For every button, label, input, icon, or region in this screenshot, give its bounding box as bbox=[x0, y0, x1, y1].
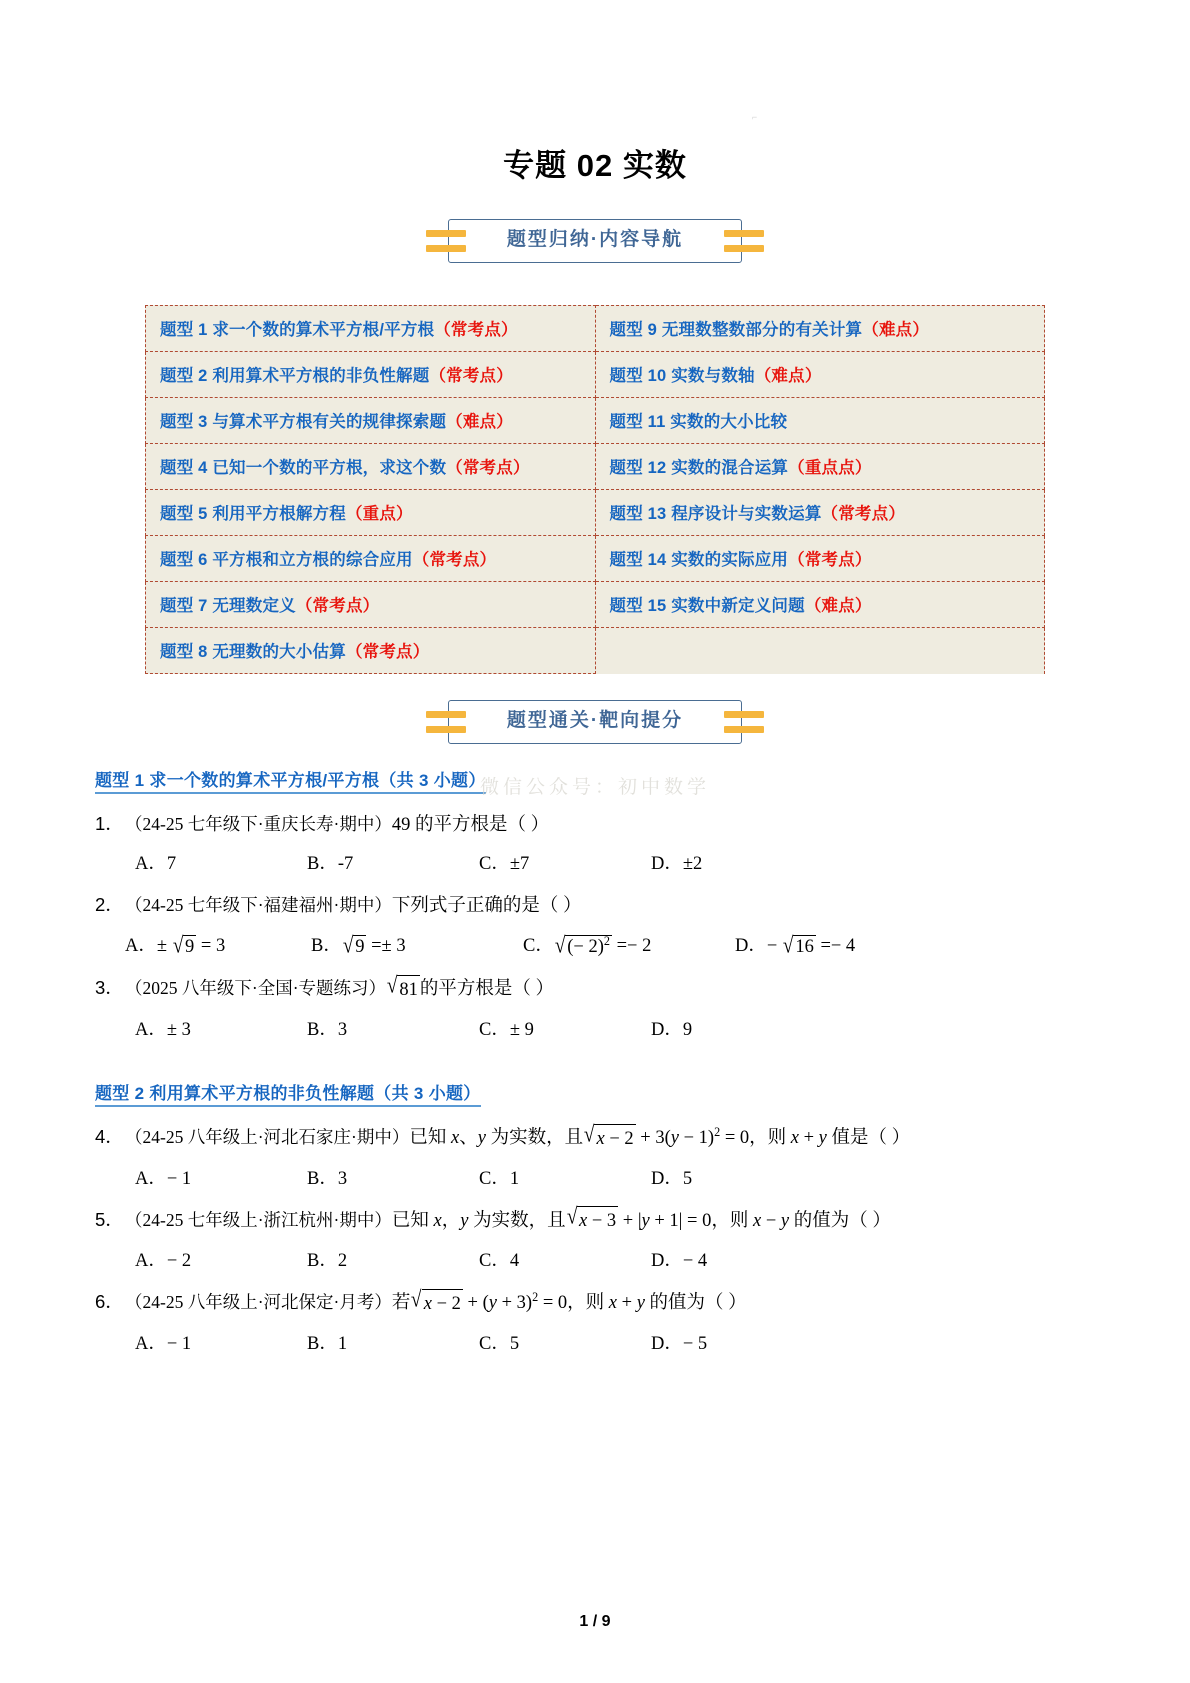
section-heading-2: 题型 2 利用算术平方根的非负性解题（共 3 小题） bbox=[95, 1079, 481, 1107]
question-number: 4． bbox=[95, 1125, 124, 1147]
toc-cell-right[interactable] bbox=[595, 489, 1045, 535]
question-3: 3．（2025 八年级下·全国·专题练习） √ 81 的平方根是（ ） bbox=[95, 974, 1095, 1005]
toc-cell-right[interactable] bbox=[595, 397, 1045, 443]
toc-item-title: 题型 4 已知一个数的平方根，求这个数 bbox=[160, 459, 447, 478]
math-sqrt-x-minus-3: √ x − 3 bbox=[566, 1206, 619, 1236]
toc-item-tag: （重点点） bbox=[788, 459, 872, 478]
toc-cell-right[interactable] bbox=[595, 581, 1045, 627]
option-c[interactable]: C． √ (− 2)$^2$ =− 2 bbox=[523, 932, 652, 958]
bar-decoration-left-icon bbox=[426, 230, 466, 252]
toc-item-tag: （难点） bbox=[862, 321, 930, 340]
option-d[interactable]: D．±2 bbox=[651, 854, 703, 875]
toc-cell-right-empty bbox=[595, 627, 1045, 673]
toc-item-tag: （常考点） bbox=[446, 459, 530, 478]
toc-item-title: 题型 11 实数的大小比较 bbox=[609, 413, 788, 432]
page-footer: 1 / 9 bbox=[579, 1613, 611, 1630]
option-a[interactable]: A．− 2 bbox=[135, 1251, 192, 1272]
options-1 bbox=[135, 849, 1095, 875]
toc-item-tag: （常考点） bbox=[788, 551, 872, 570]
math-sqrt-x-minus-2: √ x − 2 bbox=[583, 1124, 636, 1154]
toc-item-title: 题型 8 无理数的大小估算 bbox=[160, 643, 346, 662]
toc-cell-left[interactable] bbox=[146, 305, 596, 351]
toc-item-title: 题型 1 求一个数的算术平方根/平方根 bbox=[160, 321, 435, 340]
table-row bbox=[146, 489, 1045, 535]
toc-cell-right[interactable] bbox=[595, 305, 1045, 351]
banner-practice bbox=[0, 700, 1190, 744]
toc-item-title: 题型 7 无理数定义 bbox=[160, 597, 296, 616]
question-source: （2025 八年级下·全国·专题练习） bbox=[125, 978, 387, 999]
option-b[interactable]: B．3 bbox=[307, 1168, 348, 1189]
bar-decoration-right-icon bbox=[724, 230, 764, 252]
toc-item-title: 题型 12 实数的混合运算 bbox=[609, 459, 789, 478]
question-number: 2． bbox=[95, 894, 124, 916]
option-c[interactable]: C．1 bbox=[479, 1168, 520, 1189]
option-b[interactable]: B．-7 bbox=[307, 854, 354, 875]
option-d[interactable]: D．− 4 bbox=[651, 1251, 708, 1272]
option-a[interactable]: A．± √ 9 = 3 bbox=[125, 932, 226, 958]
question-number: 6． bbox=[95, 1291, 124, 1313]
table-of-contents bbox=[145, 305, 1045, 674]
toc-item-title: 题型 14 实数的实际应用 bbox=[609, 551, 789, 570]
option-b[interactable]: B．3 bbox=[307, 1019, 348, 1040]
question-source: （24-25 七年级下·福建福州·期中） bbox=[125, 895, 392, 916]
toc-item-tag: （常考点） bbox=[412, 551, 497, 570]
page-corner-mark: ⌐ bbox=[752, 112, 758, 122]
table-row bbox=[146, 627, 1045, 673]
question-5: 5．（24-25 七年级上·浙江杭州·期中）已知 x，y 为实数，且 √ x − 3 + |y + 1| = 0，则 x − y 的值为（ ） bbox=[95, 1206, 1095, 1237]
toc-item-title: 题型 15 实数中新定义问题 bbox=[609, 597, 805, 616]
option-d[interactable]: D．− 5 bbox=[651, 1333, 708, 1354]
options-4 bbox=[135, 1164, 1095, 1190]
question-source: （24-25 八年级上·河北石家庄·期中） bbox=[125, 1126, 410, 1147]
table-row bbox=[146, 535, 1045, 581]
toc-item-tag: （重点） bbox=[345, 505, 413, 524]
options-2 bbox=[125, 931, 1095, 958]
options-5 bbox=[135, 1246, 1095, 1272]
question-source: （24-25 八年级上·河北保定·月考） bbox=[125, 1292, 392, 1313]
toc-item-tag: （常考点） bbox=[434, 321, 518, 340]
question-number: 3． bbox=[95, 977, 124, 999]
option-b[interactable]: B．1 bbox=[307, 1333, 348, 1354]
toc-item-title: 题型 3 与算术平方根有关的规律探索题 bbox=[160, 413, 447, 432]
option-c[interactable]: C．5 bbox=[479, 1333, 520, 1354]
table-row bbox=[146, 305, 1045, 351]
math-sqrt-81: √ 81 bbox=[386, 975, 420, 1005]
question-area bbox=[95, 744, 1095, 1355]
toc-item-title: 题型 9 无理数整数部分的有关计算 bbox=[609, 321, 863, 340]
question-4: 4．（24-25 八年级上·河北石家庄·期中）已知 x、y 为实数，且 √ x − 2 + $3(y - 1)^2 = 0$，则 x + y 值是（ ） bbox=[95, 1123, 1095, 1154]
banner-label: 题型归纳·内容导航 bbox=[448, 219, 742, 263]
toc-cell-left[interactable] bbox=[146, 397, 596, 443]
question-stem: 下列式子正确的是（ ） bbox=[391, 896, 582, 917]
toc-item-title: 题型 6 平方根和立方根的综合应用 bbox=[160, 551, 413, 570]
toc-cell-left[interactable] bbox=[146, 443, 596, 489]
toc-item-tag: （常考点） bbox=[429, 367, 513, 386]
toc-item-title: 题型 5 利用平方根解方程 bbox=[160, 505, 346, 524]
section-heading-1: 题型 1 求一个数的算术平方根/平方根（共 3 小题） bbox=[95, 766, 486, 794]
option-d[interactable]: D．9 bbox=[651, 1019, 693, 1040]
question-6: 6．（24-25 八年级上·河北保定·月考）若 √ x − 2 + $(y + 3)^2 = 0$，则 x + y 的值为（ ） bbox=[95, 1288, 1095, 1319]
option-b[interactable]: B．2 bbox=[307, 1251, 348, 1272]
option-a[interactable]: A．7 bbox=[135, 854, 177, 875]
option-d[interactable]: D．− √ 16 =− 4 bbox=[735, 932, 856, 958]
bar-decoration-right-icon bbox=[724, 711, 764, 733]
option-c[interactable]: C．± 9 bbox=[479, 1019, 534, 1040]
toc-item-title: 题型 10 实数与数轴 bbox=[609, 367, 755, 386]
toc-cell-right[interactable] bbox=[595, 351, 1045, 397]
toc-item-tag: （常考点） bbox=[295, 597, 380, 616]
option-a[interactable]: A．− 1 bbox=[135, 1168, 192, 1189]
options-3 bbox=[135, 1015, 1095, 1041]
toc-item-tag: （难点） bbox=[446, 413, 513, 432]
page-title: 专题 02 实数 bbox=[503, 148, 687, 183]
toc-item-tag: （常考点） bbox=[345, 643, 430, 662]
toc-item-tag: （难点） bbox=[754, 367, 822, 386]
toc-item-title: 题型 13 程序设计与实数运算 bbox=[609, 505, 822, 524]
toc-cell-left[interactable] bbox=[146, 489, 596, 535]
question-2 bbox=[95, 891, 1095, 921]
question-source: （24-25 七年级上·浙江杭州·期中） bbox=[125, 1209, 392, 1230]
table-row bbox=[146, 397, 1045, 443]
watermark: 微信公众号：初中数学 bbox=[479, 777, 710, 798]
option-a[interactable]: A．− 1 bbox=[135, 1333, 192, 1354]
table-row bbox=[146, 351, 1045, 397]
option-c[interactable]: C．±7 bbox=[479, 854, 530, 875]
toc-cell-left[interactable] bbox=[146, 581, 596, 627]
option-b[interactable]: B． √ 9 =± 3 bbox=[311, 932, 406, 958]
toc-item-tag: （难点） bbox=[804, 597, 872, 616]
toc-cell-left[interactable] bbox=[146, 535, 596, 581]
question-number: 5． bbox=[95, 1208, 124, 1230]
banner-label: 题型通关·靶向提分 bbox=[448, 700, 742, 744]
option-a[interactable]: A．± 3 bbox=[135, 1019, 191, 1040]
toc-cell-left[interactable] bbox=[146, 351, 596, 397]
question-source: （24-25 七年级下·重庆长寿·期中） bbox=[125, 813, 392, 834]
question-1 bbox=[95, 810, 1095, 840]
question-number: 1． bbox=[95, 812, 124, 834]
option-d[interactable]: D．5 bbox=[651, 1168, 693, 1189]
banner-content-navigation bbox=[0, 219, 1190, 263]
bar-decoration-left-icon bbox=[426, 711, 466, 733]
table-row bbox=[146, 443, 1045, 489]
toc-cell-left[interactable] bbox=[146, 627, 596, 673]
option-c[interactable]: C．4 bbox=[479, 1251, 520, 1272]
question-stem: 49 的平方根是（ ） bbox=[391, 814, 550, 835]
toc-item-tag: （常考点） bbox=[821, 505, 906, 524]
table-row bbox=[146, 581, 1045, 627]
toc-cell-right[interactable] bbox=[595, 535, 1045, 581]
options-6 bbox=[135, 1329, 1095, 1355]
math-sqrt-x-minus-2: √ x − 2 bbox=[410, 1289, 463, 1319]
toc-item-title: 题型 2 利用算术平方根的非负性解题 bbox=[160, 367, 430, 386]
toc-cell-right[interactable] bbox=[595, 443, 1045, 489]
